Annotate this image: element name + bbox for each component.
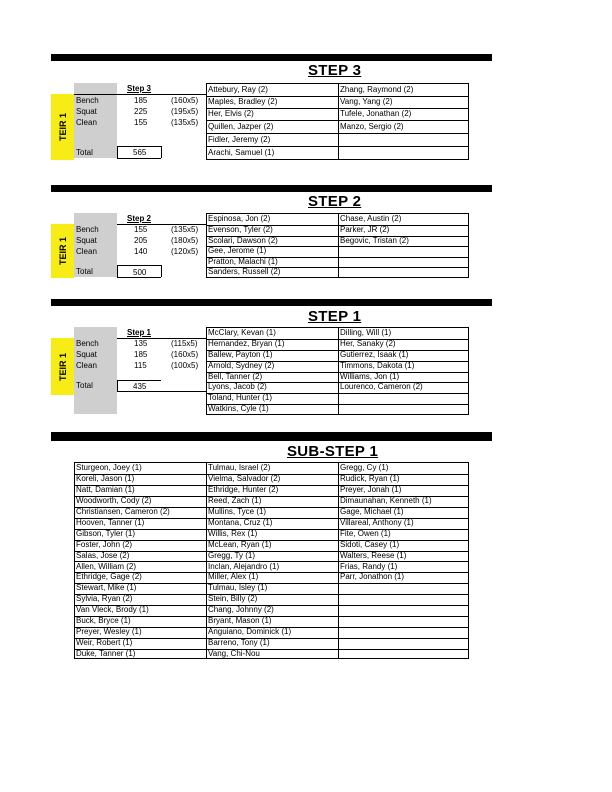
total-label: Total [74,380,117,391]
section-bar [51,54,492,61]
name-cell: McLean, Ryan (1) [208,539,272,549]
section-bar [51,299,492,306]
name-cell: Inclan, Alejandro (1) [208,561,280,571]
name-cell: Sidoti, Casey (1) [340,539,400,549]
names-table [206,213,469,278]
name-cell: Rudick, Ryan (1) [340,473,400,483]
lift-sub: (180x5) [171,236,199,245]
tier-label: TEIR 1 [51,224,74,278]
total-label: Total [74,147,117,158]
lift-label: Squat [74,106,117,117]
name-cell: Barreno, Tony (1) [208,638,270,648]
lift-value: 155 [134,118,148,127]
total-label: Total [74,266,117,277]
lift-sub: (160x5) [171,350,199,359]
name-cell: Fite, Owen (1) [340,528,391,538]
section-bar [51,432,492,441]
lift-value: 115 [134,361,147,370]
table-row: Fidler, Jeremy (2) [207,133,468,147]
name-cell: Preyer, Jonah (1) [340,484,402,494]
total-value: 565 [133,148,147,157]
name-cell: Tulmau, Isley (1) [208,583,268,593]
names-table [206,83,469,160]
name-cell: Stein, Billy (2) [208,594,258,604]
names-table [74,462,469,659]
lift-label: Bench [74,95,117,106]
total-value: 500 [133,268,147,277]
lift-label: Bench [74,338,117,349]
table-row: Hernandez, Bryan (1) Her, Sanaky (2) [207,339,468,351]
table-row: McClary, Kevan (1) Dilling, Will (1) [207,328,468,340]
name-cell: Natt, Damian (1) [76,484,135,494]
name-cell: Ethridge, Hunter (2) [208,484,279,494]
table-row: Attebury, Ray (2) Zhang, Raymond (2) [207,84,468,97]
name-cell: Vang, Chi-Nou [208,649,260,659]
step-column-header: Step 3 [127,84,152,93]
lift-value: 205 [134,236,148,245]
name-cell: Montana, Cruz (1) [208,517,273,527]
tier-label: TEIR 1 [51,338,74,395]
table-row: Arnold, Sydney (2) Timmons, Dakota (1) [207,361,468,373]
name-cell: Koreli, Jason (1) [76,473,135,483]
table-row: Sanders, Russell (2) [208,267,281,276]
total-value: 435 [133,382,147,391]
lift-label: Bench [74,224,117,235]
name-cell: Hooven, Tanner (1) [76,517,145,527]
lift-label: Clean [74,117,117,128]
step3-title: STEP 3 [308,62,362,79]
name-cell: Preyer, Wesley (1) [76,627,142,637]
name-cell: Salas, Jose (2) [76,550,130,560]
name-cell: Bryant, Mason (1) [208,616,272,626]
section-bar [51,185,492,192]
step-column-header: Step 1 [127,328,152,337]
lift-sub: (120x5) [171,247,199,256]
table-row: Scolari, Dawson (2) Begovic, Tristan (2) [207,236,468,247]
lift-label: Squat [74,235,117,246]
table-row [75,649,468,660]
name-cell: Ethridge, Gage (2) [76,572,142,582]
table-row: Watkins, Cyle (1) [208,404,269,413]
name-cell: Walters, Reese (1) [340,550,407,560]
name-cell: Van Vleck, Brody (1) [76,605,149,615]
lift-value: 140 [134,247,148,256]
name-cell: Miller, Alex (1) [208,572,259,582]
table-row: Bell, Tanner (2) Williams, Jon (1) [207,372,468,383]
lift-label: Squat [74,349,117,360]
lift-sub: (100x5) [171,361,199,370]
table-row: Her, Elvis (2) Tufele, Jonathan (2) [207,108,468,121]
lift-label: Clean [74,246,117,257]
lift-value: 185 [134,350,148,359]
lift-label: Clean [74,360,117,371]
name-cell: Chang, Johnny (2) [208,605,274,615]
name-cell: Anguiano, Dominick (1) [208,627,292,637]
lift-value: 155 [134,225,148,234]
step2-title: STEP 2 [308,193,362,210]
name-cell: Dimaunahan, Kenneth (1) [340,495,432,505]
table-row: Pratton, Malachi (1) [207,257,468,268]
name-cell: Gage, Michael (1) [340,506,404,516]
tier-label: TEIR 1 [51,94,74,160]
name-cell: Sylvia, Ryan (2) [76,594,133,604]
step1-title: STEP 1 [308,308,362,325]
name-cell: Foster, John (2) [76,539,133,549]
grey-block [74,83,117,94]
table-row: Gee, Jerome (1) [207,246,468,258]
lift-sub: (115x5) [171,339,198,348]
name-cell: Vielma, Salvador (2) [208,473,281,483]
name-cell: Reed, Zach (1) [208,495,262,505]
table-row: Quillen, Jazper (2) Manzo, Sergio (2) [207,120,468,134]
table-row: Maples, Bradley (2) Vang, Yang (2) [207,96,468,109]
table-row: Evenson, Tyler (2) Parker, JR (2) [207,225,468,237]
names-table [206,327,469,415]
lift-value: 225 [134,107,148,116]
lift-sub: (195x5) [171,107,199,116]
lift-value: 185 [134,96,148,105]
lift-sub: (135x5) [171,118,199,127]
name-cell: Parr, Jonathon (1) [340,572,405,582]
name-cell: Frias, Randy (1) [340,561,398,571]
name-cell: Villareal, Anthony (1) [340,517,414,527]
name-cell: Gregg, Ty (1) [208,550,255,560]
lift-value: 135 [134,339,148,348]
table-row: Toland, Hunter (1) [207,393,468,405]
name-cell: Buck, Bryce (1) [76,616,131,626]
name-cell: Tulmau, Israel (2) [208,463,271,472]
table-row: Ballew, Payton (1) Gutierrez, Isaak (1) [207,350,468,362]
substep1-title: SUB-STEP 1 [287,443,379,460]
name-cell: Stewart, Mike (1) [76,583,137,593]
name-cell: Gibson, Tyler (1) [76,528,135,538]
name-cell: Woodworth, Cody (2) [76,495,152,505]
name-cell: Christiansen, Cameron (2) [76,506,170,516]
table-row: Espinosa, Jon (2) Chase, Austin (2) [207,214,468,226]
name-cell: Weir, Robert (1) [76,638,133,648]
table-row: Lyons, Jacob (2) Lourenco, Cameron (2) [207,382,468,394]
step-column-header: Step 2 [127,214,152,223]
name-cell: Willis, Rex (1) [208,528,258,538]
name-cell: Gregg, Cy (1) [340,463,389,472]
lift-sub: (135x5) [171,225,199,234]
name-cell: Allen, William (2) [76,561,137,571]
name-cell: Mullins, Tyce (1) [208,506,267,516]
table-row: Arachi, Samuel (1) [208,148,275,157]
name-cell: Duke, Tanner (1) [76,649,136,659]
lift-sub: (160x5) [171,96,199,105]
name-cell: Sturgeon, Joey (1) [76,463,142,472]
